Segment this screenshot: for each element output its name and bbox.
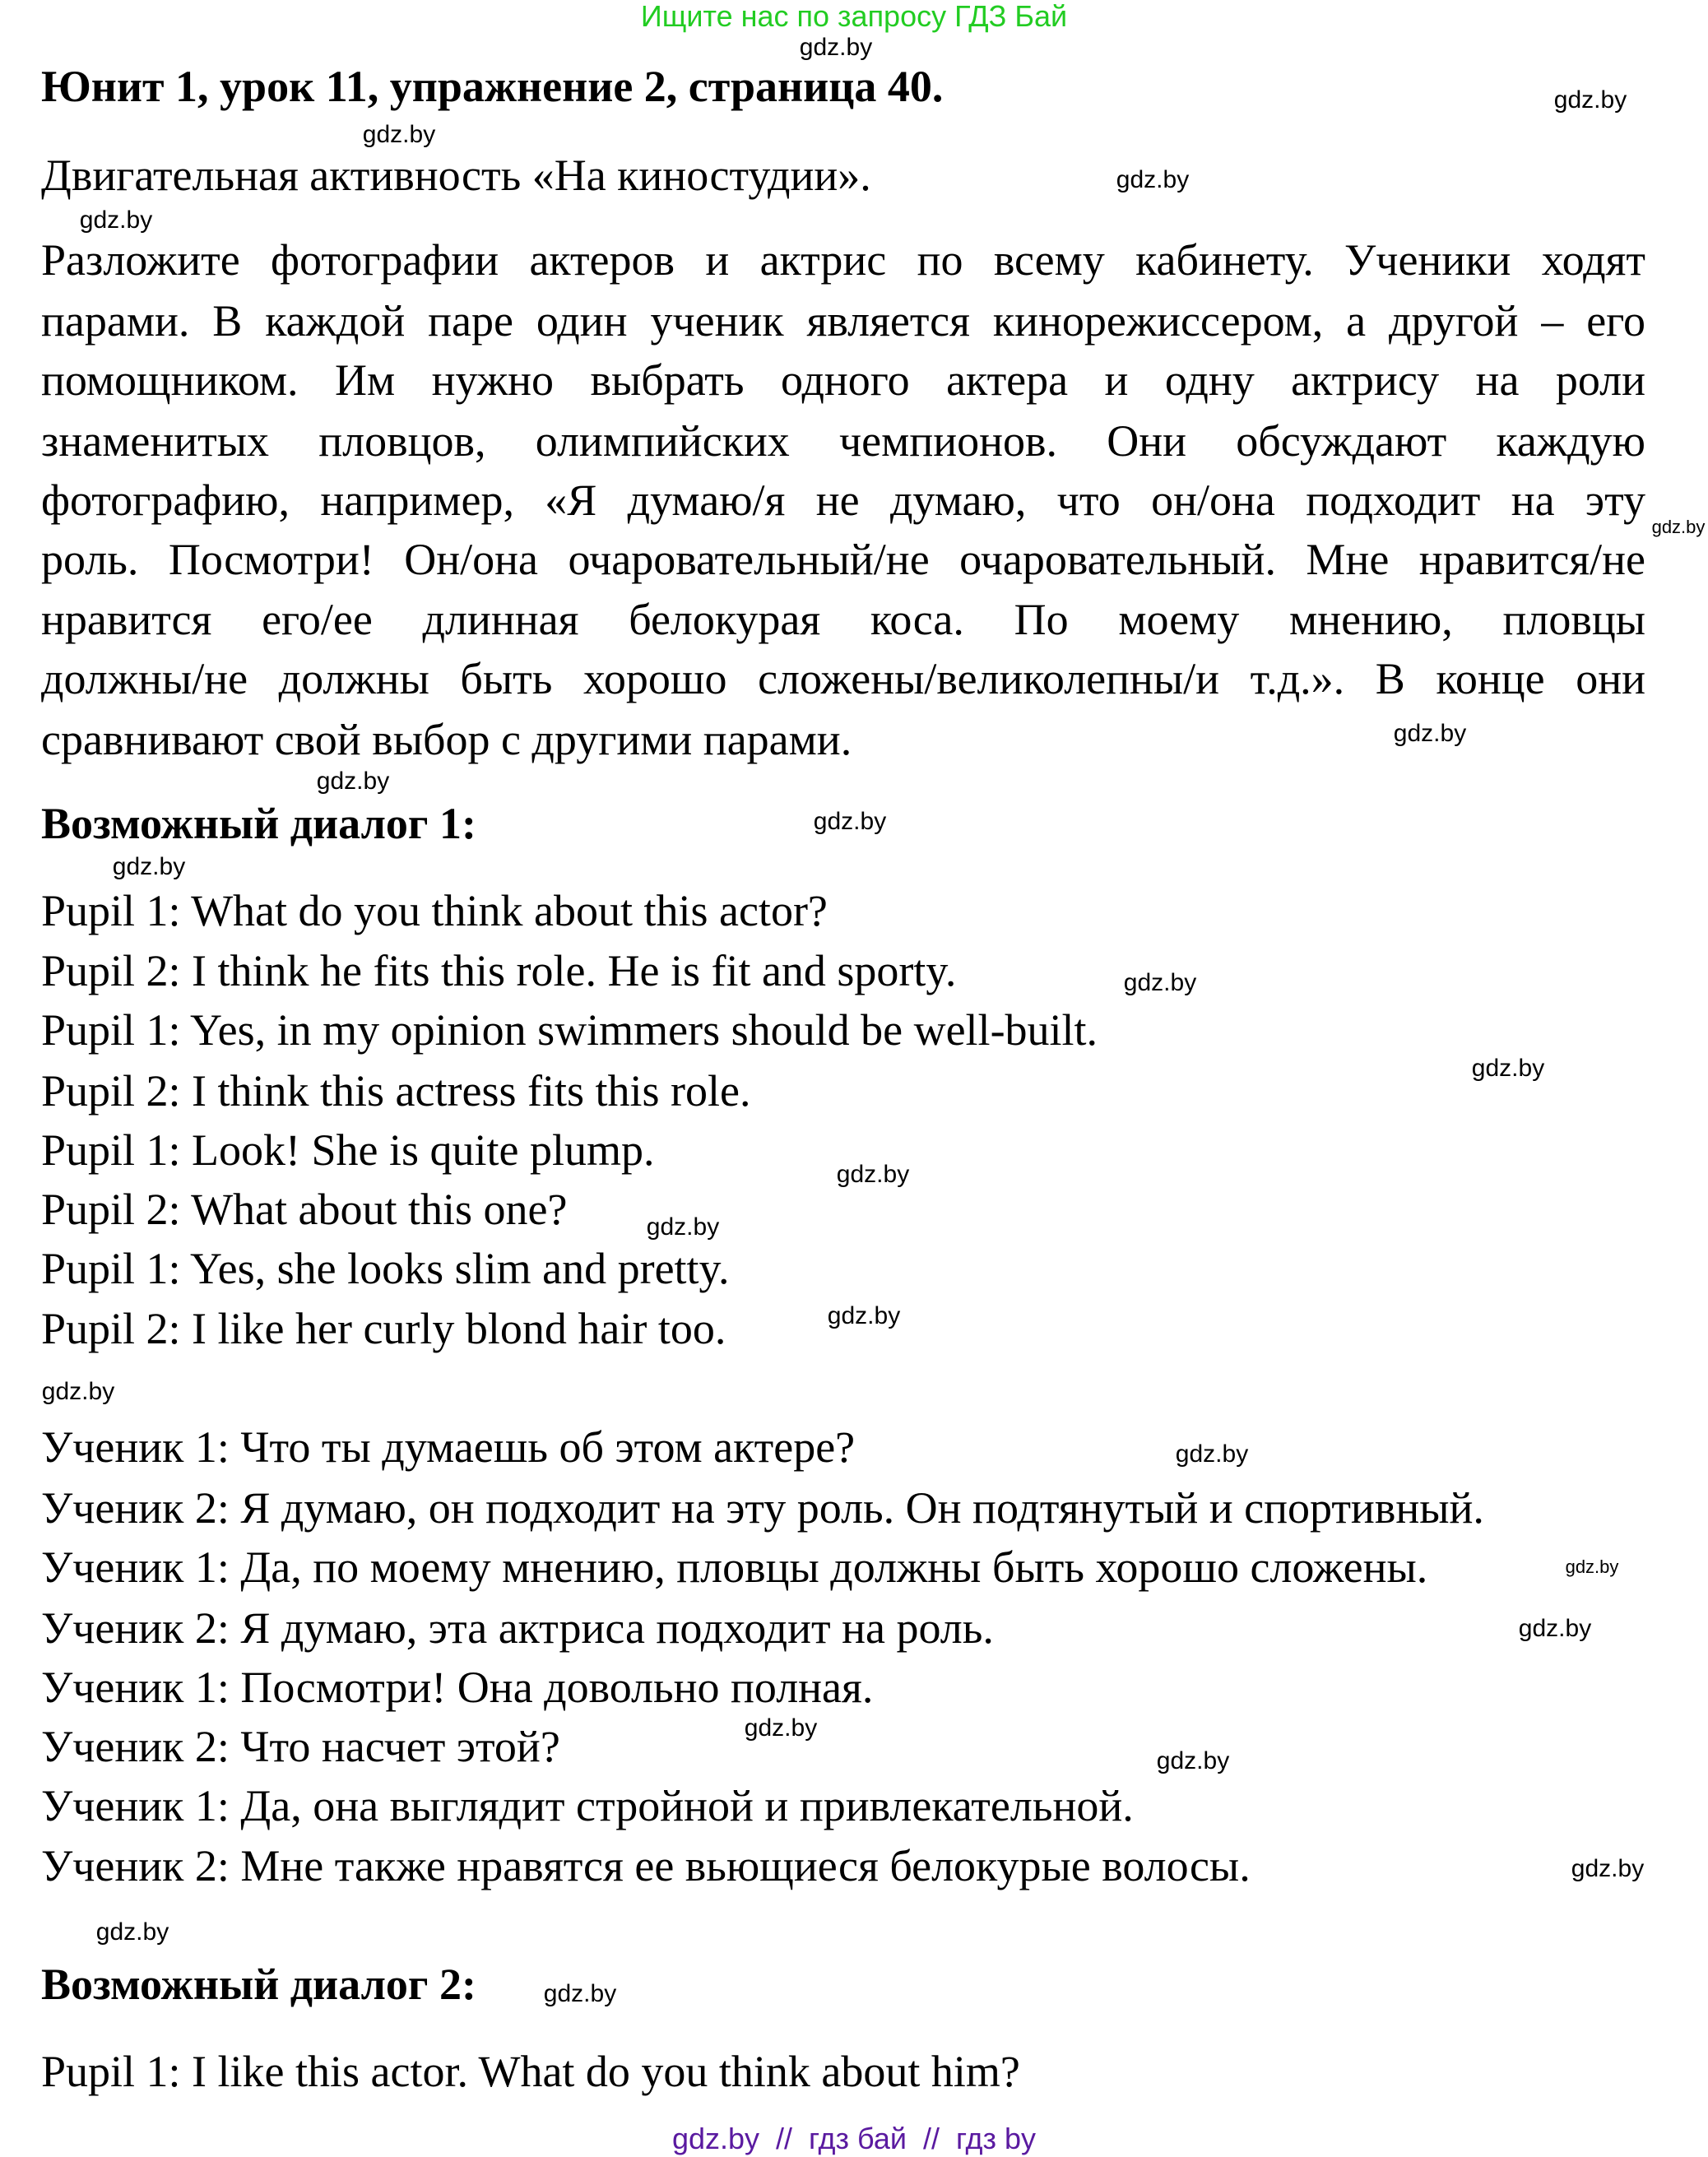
watermark: gdz.by xyxy=(316,768,390,795)
dialog-line: Ученик 1: Посмотри! Она довольно полная. xyxy=(41,1663,874,1712)
dialog-line: Ученик 2: Мне также нравятся ее вьющиеся белокурые волосы. xyxy=(41,1841,1251,1890)
dialog-line: Ученик 1: Что ты думаешь об этом актере? xyxy=(41,1422,856,1472)
dialog-line: Pupil 1: I like this actor. What do you think about him? xyxy=(41,2047,1020,2096)
watermark: gdz.by xyxy=(1175,1440,1249,1468)
watermark: gdz.by xyxy=(1123,969,1197,996)
watermark: gdz.by xyxy=(543,1980,617,2007)
paragraph-line: помощником. Им нужно выбрать одного актера и одну актрису на роли xyxy=(41,355,1645,405)
watermark: gdz.by xyxy=(112,853,186,880)
paragraph-line: должны/не должны быть хорошо сложены/великолепны/и т.д.». В конце они xyxy=(41,654,1645,703)
subtitle: Двигательная активность «На киностудии». xyxy=(41,151,871,200)
paragraph-line: Разложите фотографии актеров и актрис по всему кабинету. Ученики ходят xyxy=(41,235,1645,285)
watermark: gdz.by xyxy=(79,206,153,234)
dialog-line: Pupil 1: Yes, in my opinion swimmers should be well-built. xyxy=(41,1005,1098,1055)
paragraph-line: знаменитых пловцов, олимпийских чемпионов. Они обсуждают каждую xyxy=(41,416,1645,466)
paragraph-line: роль. Посмотри! Он/она очаровательный/не очаровательный. Мне нравится/не xyxy=(41,535,1645,584)
watermark: gdz.by xyxy=(813,808,887,835)
dialog-line: Pupil 1: What do you think about this actor? xyxy=(41,886,828,935)
dialog-line: Ученик 2: Я думаю, эта актриса подходит на роль. xyxy=(41,1603,994,1653)
dialog1-heading: Возможный диалог 1: xyxy=(41,799,476,848)
paragraph-line: нравится его/ее длинная белокурая коса. По моему мнению, пловцы xyxy=(41,595,1645,644)
dialog-line: Pupil 2: What about this one? xyxy=(41,1185,568,1234)
watermark: gdz.by xyxy=(362,121,436,148)
watermark: gdz.by xyxy=(646,1213,720,1241)
header-banner: Ищите нас по запросу ГДЗ Бай xyxy=(640,0,1068,33)
paragraph-line: парами. В каждой паре один ученик является кинорежиссером, а другой – его xyxy=(41,296,1645,346)
dialog2-heading: Возможный диалог 2: xyxy=(41,1960,476,2009)
watermark: gdz.by xyxy=(1571,1855,1645,1882)
footer-links[interactable]: gdz.by // гдз бай // гдз by xyxy=(671,2122,1037,2155)
watermark: gdz.by xyxy=(799,34,873,61)
watermark: gdz.by xyxy=(1471,1055,1545,1082)
dialog-line: Ученик 1: Да, она выглядит стройной и привлекательной. xyxy=(41,1781,1134,1830)
watermark: gdz.by xyxy=(1651,517,1706,537)
dialog-line: Pupil 2: I like her curly blond hair too. xyxy=(41,1304,726,1353)
watermark: gdz.by xyxy=(41,1378,115,1405)
watermark: gdz.by xyxy=(1553,86,1627,114)
paragraph-line: сравнивают свой выбор с другими парами. xyxy=(41,715,852,764)
dialog-line: Pupil 2: I think he fits this role. He is fit and sporty. xyxy=(41,946,957,995)
dialog-line: Ученик 2: Я думаю, он подходит на эту роль. Он подтянутый и спортивный. xyxy=(41,1483,1484,1533)
watermark: gdz.by xyxy=(1116,166,1190,193)
paragraph-line: фотографию, например, «Я думаю/я не думаю, что он/она подходит на эту xyxy=(41,475,1645,525)
dialog-line: Ученик 2: Что насчет этой? xyxy=(41,1722,560,1771)
dialog-line: Ученик 1: Да, по моему мнению, пловцы должны быть хорошо сложены. xyxy=(41,1542,1428,1592)
watermark: gdz.by xyxy=(1156,1747,1230,1774)
watermark: gdz.by xyxy=(836,1161,910,1188)
watermark: gdz.by xyxy=(1518,1615,1592,1642)
watermark: gdz.by xyxy=(1565,1556,1619,1577)
page-title: Юнит 1, урок 11, упражнение 2, страница 40. xyxy=(41,62,944,111)
dialog-line: Pupil 1: Yes, she looks slim and pretty. xyxy=(41,1244,730,1293)
dialog-line: Pupil 1: Look! She is quite plump. xyxy=(41,1125,655,1175)
watermark: gdz.by xyxy=(95,1918,169,1946)
watermark: gdz.by xyxy=(744,1714,818,1742)
watermark: gdz.by xyxy=(1393,720,1467,747)
watermark: gdz.by xyxy=(827,1302,901,1329)
dialog-line: Pupil 2: I think this actress fits this role. xyxy=(41,1066,751,1116)
